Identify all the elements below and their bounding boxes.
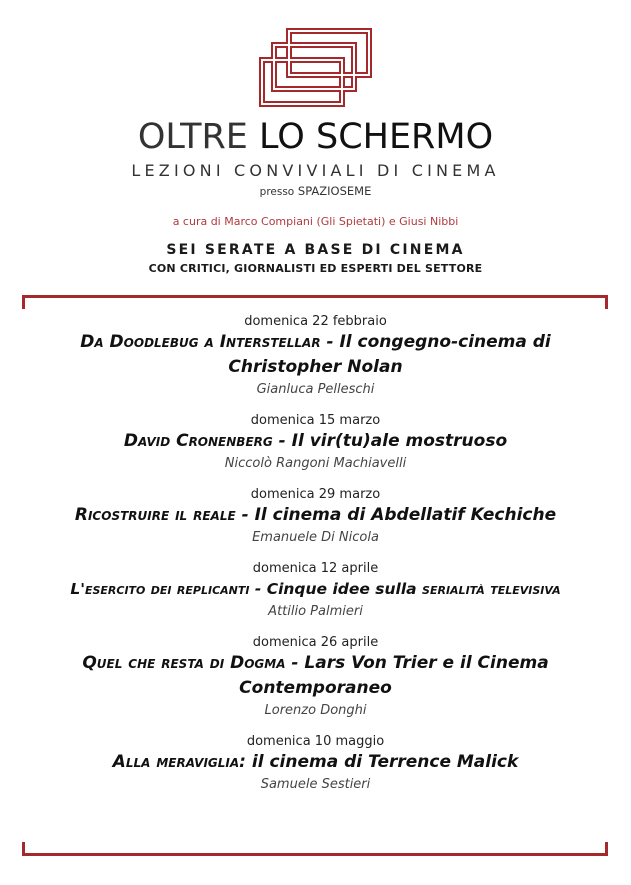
event-list (40, 313, 591, 795)
title-part2: LO SCHERMO (259, 117, 494, 157)
event-title-main: Quel che resta di Dogma (82, 653, 286, 673)
event-title: Ricostruire il reale - Il cinema di Abdellatif Kechiche (74, 505, 557, 525)
event-date: domenica 29 marzo (250, 487, 381, 502)
presso-label: presso (259, 186, 295, 198)
event-speaker: Lorenzo Donghi (264, 703, 367, 718)
event-title-sub-line2: Contemporaneo (239, 678, 392, 698)
frame-top-bracket (22, 295, 608, 309)
logo-icon (258, 27, 374, 111)
event-title-main: L'esercito dei replicanti (70, 580, 250, 598)
subtitle: LEZIONI CONVIVIALI DI CINEMA (131, 161, 500, 180)
event-title-sub: il cinema di Terrence Malick (251, 752, 519, 772)
event-title-main: David Cronenberg (123, 431, 273, 451)
event-title-sub: Il cinema di Abdellatif Kechiche (254, 505, 557, 525)
event-title-sub: Cinque idee sulla (266, 580, 417, 598)
event-speaker: Samuele Sestieri (260, 777, 371, 792)
event-title-main: Alla meraviglia: (112, 752, 246, 772)
event-title: Quel che resta di Dogma - Lars Von Trier e il Cinema Contemporaneo (82, 653, 549, 698)
event-title-sub-end: serialità televisiva (422, 580, 561, 598)
event-title (40, 750, 591, 775)
event-item (40, 486, 591, 548)
event-title: David Cronenberg - Il vir(tu)ale mostruoso (123, 431, 508, 451)
event-item (40, 560, 591, 622)
frame-bottom-bracket (22, 842, 608, 856)
event-title-sub: Il congegno-cinema di (339, 332, 551, 352)
event-title-main: Ricostruire il reale (74, 505, 236, 525)
event-date: domenica 10 maggio (246, 734, 385, 749)
event-date: domenica 15 marzo (250, 413, 381, 428)
event-date: domenica 26 aprile (252, 635, 379, 650)
event-title-sub-line2: Christopher Nolan (228, 357, 403, 377)
event-date: domenica 12 aprile (252, 561, 379, 576)
event-title-sub: Lars Von Trier e il Cinema (304, 653, 549, 673)
event-title-sub: Il vir(tu)ale mostruoso (291, 431, 508, 451)
event-item (40, 733, 591, 795)
event-speaker: Attilio Palmieri (268, 604, 363, 619)
tagline-sub: CON CRITICI, GIORNALISTI ED ESPERTI DEL SETTORE (148, 262, 483, 275)
venue-line (0, 184, 631, 198)
event-speaker: Emanuele Di Nicola (252, 530, 379, 545)
event-date: domenica 22 febbraio (244, 314, 387, 329)
event-item (40, 634, 591, 721)
event-title: Da Doodlebug a Interstellar - Il congegno-cinema di Christopher Nolan (80, 332, 551, 377)
event-speaker: Gianluca Pelleschi (256, 382, 375, 397)
page-title (0, 116, 631, 158)
title-part1: OLTRE (137, 117, 248, 157)
event-item (40, 313, 591, 400)
event-speaker: Niccolò Rangoni Machiavelli (224, 456, 407, 471)
event-title: L'esercito dei replicanti - Cinque idee sulla serialità televisiva (70, 580, 561, 598)
tagline-main: SEI SERATE A BASE DI CINEMA (166, 242, 465, 258)
venue-name: SPAZIOSEME (297, 184, 372, 198)
event-title-main: Da Doodlebug a Interstellar (80, 332, 321, 352)
event-item (40, 412, 591, 474)
curator-line: a cura di Marco Compiani (Gli Spietati) e Giusi Nibbi (172, 215, 459, 228)
